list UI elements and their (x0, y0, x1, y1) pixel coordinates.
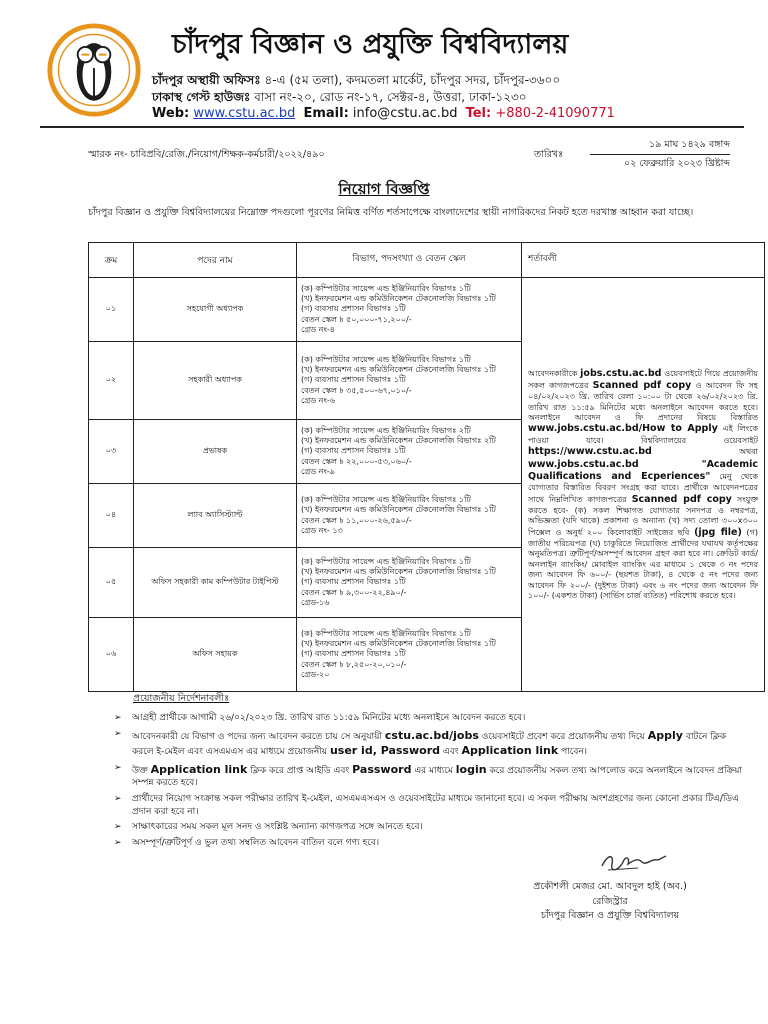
dept-line: গ্রেড-২০ (301, 669, 330, 679)
instruction-item (112, 712, 742, 725)
bullet-icon: ➢ (114, 822, 122, 833)
cond-text: সংযুক্ত করতে হবে- (ক) সকল শিক্ষাগত যোগ্যতার সনদপত্র ও নম্বরপত্র, অভিজ্ঞতা (যদি থাকে) প্রকাশনা ও অন্যান্য (খ) সদ্য তোলা ৩০০x৩০০ পিক্সেল ও অনুর্ধ ২০০ কিলোবাইট সাইজের ছবি (528, 494, 759, 537)
temp-office-address: ৪-এ (৫ম তলা), কদমতলা মার্কেট, চাঁদপুর সদর, চাঁদপুর-৩৬০০ (264, 73, 561, 87)
header-divider (40, 126, 744, 128)
instructions-title: প্রয়োজনীয় নির্দেশনাবলীঃ (133, 693, 230, 704)
row-dept-details (297, 278, 522, 342)
website-link[interactable]: www.cstu.ac.bd (193, 106, 296, 121)
dept-line: গ্রেড নং-৯ (301, 466, 335, 476)
row-serial: ০৪ (89, 484, 134, 548)
conditions-cell (522, 278, 765, 692)
email-link[interactable]: info@cstu.ac.bd (352, 106, 458, 121)
dept-line: গ্রেড নং-৪ (301, 324, 335, 334)
tel-number: +880-2-41090771 (495, 106, 615, 121)
contact-line (152, 106, 615, 121)
cond-text: ওয়েবসাইটে গিয়ে প্রয়োজনীয় সকল কাগজপত্রের (528, 368, 758, 390)
tel-label: Tel: (465, 106, 492, 121)
guest-house-label: ঢাকাস্থ গেস্ট হাউজঃ (152, 90, 251, 104)
row-serial: ০৫ (89, 548, 134, 618)
header-post: পদের নাম (134, 243, 297, 278)
instruction-text: ক্লিক করে প্রাপ্ত আইডি এবং (250, 765, 350, 776)
table-header-row (89, 243, 765, 278)
university-name: চাঁদপুর বিজ্ঞান ও প্রযুক্তি বিশ্ববিদ্যালয় (172, 29, 569, 60)
instruction-keyword: Password (352, 762, 412, 776)
instruction-item (112, 728, 742, 759)
dept-line: গ্রেড-১৬ (301, 597, 330, 607)
cond-jpg: (jpg file) (694, 526, 742, 538)
guest-house-address: বাসা নং-২০, রোড নং-১৭, সেক্টর-৪, উত্তরা, ঢাকা-১২৩০ (254, 90, 527, 104)
jobs-table-body (89, 278, 765, 692)
dept-line: (খ) ইনফরমেশন এন্ড কমিউনিকেশন টেকনোলজি বিভাগঃ ১টি (301, 365, 496, 375)
dept-line: (ক) কম্পিউটার সায়েন্স এন্ড ইঞ্জিনিয়ারিং বিভাগঃ ১টি (301, 556, 471, 566)
row-dept-details (297, 420, 522, 484)
signer-block (460, 880, 760, 924)
cond-text: ও আবেদন ফি সহ ০৪/০২/২০২৩ খ্রি. তারিখ বেলা ১০:০০ টা থেকে ২৬/০২/২০২৩ খ্রি. তারিখ রাত ১১:৫৯ মিনিটের মধ্যে অনলাইনে আবেদন করতে হবে। অনলাইনে আবেদন ও ফি প্রদানের বিষয়ে বিস্তারিত (528, 380, 758, 423)
row-serial: ০৬ (89, 618, 134, 692)
bullet-icon: ➢ (114, 837, 122, 848)
row-dept-details (297, 548, 522, 618)
table-row (89, 278, 765, 342)
dept-line: (খ) ইনফরমেশন এন্ড কমিউনিকেশন টেকনোলজি বিভাগঃ ২টি (301, 436, 496, 446)
email-label: Email: (303, 106, 349, 121)
instruction-item (112, 821, 742, 834)
instruction-keyword: Application link (150, 762, 248, 776)
instruction-text: এর মাধ্যমে (414, 765, 453, 776)
date-block (590, 138, 730, 172)
header-dept: বিভাগ, পদসংখ্যা ও বেতন স্কেল (297, 243, 522, 278)
row-dept-details (297, 618, 522, 692)
notice-intro: চাঁদপুর বিজ্ঞান ও প্রযুক্তি বিশ্ববিদ্যালয়ের নিম্নোক্ত পদগুলো পূরণের নিমিত্ত বর্ণিত শর্তসাপেক্ষে বাংলাদেশের স্থায়ী নাগরিকদের নিকট হতে দরখাস্ত আহ্বান করা যাচ্ছে। (88, 207, 694, 218)
instruction-text: করে প্রয়োজনীয় সকল তথ্য আপলোড করে অনলাইনে আবেদন প্রক্রিয়া সম্পন্ন করতে হবে। (132, 765, 743, 789)
row-dept-details (297, 484, 522, 548)
instruction-text: প্রার্থীদের নিয়োগ সংক্রান্ত সকল পরীক্ষার তারিখ ই-মেইল, এসএমএসএস ও ওয়েবসাইটের মাধ্যমে জানানো হবে। এ সকল পরীক্ষায় অংশগ্রহণের জন্য কোনো প্রকার টিএ/ডিএ প্রদান করা হবে না। (132, 793, 739, 817)
dept-line: (খ) ইনফরমেশন এন্ড কমিউনিকেশন টেকনোলজি বিভাগঃ ১টি (301, 639, 496, 649)
bullet-icon: ➢ (114, 762, 122, 773)
cond-text: অথবা (739, 447, 758, 457)
dept-line: (ক) কম্পিউটার সায়েন্স এন্ড ইঞ্জিনিয়ারিং বিভাগঃ ১টি (301, 628, 471, 638)
header-conditions: শর্তাবলী (522, 243, 765, 278)
dept-line: বেতন স্কেল ৳ ৩৫,৫০০-৬৭,০১০/- (301, 385, 412, 395)
row-post-name: অফিস সহায়ক (134, 618, 297, 692)
instruction-text: আবেদনকারী যে বিভাগ ও পদের জন্য আবেদন করতে চায় সে অনুযায়ী (132, 731, 383, 742)
instructions-list (112, 712, 742, 852)
row-post-name: অফিস সহকারী কাম কম্পিউটার টাইপিস্ট (134, 548, 297, 618)
cond-text: আবেদনকারীকে (528, 368, 578, 378)
row-post-name: ল্যাব অ্যাসিস্ট্যান্ট (134, 484, 297, 548)
date-label: তারিখঃ (534, 149, 564, 160)
header-sl: ক্রম (89, 243, 134, 278)
instruction-text: বাটনে ক্লিক করলে ই-মেইল এবং এসএমএস এর মাধ্যমে প্রয়োজনীয় (132, 731, 727, 758)
cond-text: মেনু থেকে যোগ্যতার বিস্তারিত বিবরণ সংগ্রহ করা যাবে। প্রার্থীকে আবেদনপত্রের সাথে নিম্নলিখিত কাগজপত্রের (528, 471, 758, 504)
dept-line: গ্রেড নং-৬ (301, 395, 335, 405)
instruction-text: এবং (442, 747, 459, 758)
dept-line: (ক) কম্পিউটার সায়েন্স এন্ড ইঞ্জিনিয়ারিং বিভাগঃ ১টি (301, 354, 471, 364)
instruction-text: উক্ত (132, 765, 148, 776)
cond-scanned: Scanned pdf copy (631, 493, 732, 505)
dept-line: বেতন স্কেল ৳ ৮,২৫০-২০,০১০/- (301, 659, 407, 669)
row-serial: ০২ (89, 342, 134, 420)
dept-line: (খ) ইনফরমেশন এন্ড কমিউনিকেশন টেকনোলজি বিভাগঃ ১টি (301, 567, 496, 577)
instruction-text: পাবেন। (561, 747, 587, 758)
cond-site-link[interactable]: jobs.cstu.ac.bd (580, 367, 662, 379)
cond-text: এই লিংকে পাওয়া যাবে। বিশ্ববিদ্যালয়ের ওয়েবসাইট (528, 424, 759, 445)
row-post-name: সহকারী অধ্যাপক (134, 342, 297, 420)
instruction-keyword: Apply (647, 728, 683, 742)
bullet-icon: ➢ (114, 713, 122, 723)
row-post-name: প্রভাষক (134, 420, 297, 484)
dept-line: বেতন স্কেল ৳ ১১,০০০-২৬,৫৯০/- (301, 515, 412, 525)
instruction-text: আগ্রহী প্রার্থীকে আগামী ২৬/০২/২০২৩ খ্রি. তারিখ রাত ১১:৫৯ মিনিটের মধ্যে অনলাইনে আবেদন করতে হবে। (132, 713, 526, 723)
signature-image (598, 848, 668, 876)
temp-office-label: চাঁদপুর অস্থায়ী অফিসঃ (152, 73, 261, 87)
signer-org: চাঁদপুর বিজ্ঞান ও প্রযুক্তি বিশ্ববিদ্যালয় (540, 910, 680, 922)
instruction-keyword: cstu.ac.bd/jobs (384, 728, 479, 742)
dept-line: (গ) ব্যবসায় প্রশাসন বিভাগঃ ১টি (301, 649, 406, 659)
date-english: ০২ ফেব্রুয়ারি ২০২৩ খ্রিষ্টাব্দ (623, 158, 730, 169)
date-bangla: ১৯ মাঘ ১৪২৯ বঙ্গাব্দ (590, 138, 730, 155)
row-serial: ০৩ (89, 420, 134, 484)
cond-website-link[interactable]: https://www.cstu.ac.bd (528, 446, 652, 458)
instruction-text: অসম্পূর্ণ/ত্রুটিপূর্ণ ও ভুল তথ্য সম্বলিত আবেদন বাতিল বলে গণ্য হবে। (132, 837, 380, 848)
cond-howto-link[interactable]: www.jobs.cstu.ac.bd/How to Apply (528, 423, 718, 435)
cond-text: (গ) জাতীয় পরিচয়পত্র (ঘ) চাকুরিতে নিয়োজিত প্রার্থীদের যথাযথ কর্তৃপক্ষের অনুমতিপত্র। ত্রুটিপূর্ণ/অসম্পূর্ণ আবেদন গ্রহণ করা হবে না। ক্রেডিট কার্ড/অনলাইন ব্যাংকিং/ মোবাইল ব্যাংকিং এর মাধ্যমে ১ থেকে ৩ নং পদের জন্য আবেদন ফি ৬০০/- (ছয়শত টাকা), ৪ থেকে ৫ নং পদের জন্য আবেদন ফি ২০০/- (দুইশত টাকা) এবং ৬ নং পদের জন্য আবেদন ফি ১০০/- (একশত টাকা) (সার্ভিস চার্জ ব্যতিত) পরিশোধ করতে হবে। (528, 527, 758, 601)
dept-line: (ক) কম্পিউটার সায়েন্স এন্ড ইঞ্জিনিয়ারিং বিভাগঃ ১টি (301, 283, 471, 293)
instruction-keyword: Application link (461, 744, 559, 758)
signer-name: প্রকৌশলী মেজর মো. আবদুল হাই (অব.) (533, 881, 687, 892)
bullet-icon: ➢ (114, 793, 122, 804)
dept-line: (গ) ব্যবসায় প্রশাসন বিভাগঃ ১টি (301, 446, 406, 456)
dept-line: (গ) ব্যবসায় প্রশাসন বিভাগঃ ১টি (301, 304, 406, 314)
instruction-keyword: login (455, 762, 487, 776)
dept-line: (খ) ইনফরমেশন এন্ড কমিউনিকেশন টেকনোলজি বিভাগঃ ১টি (301, 505, 496, 515)
cond-qualification-link[interactable]: www.jobs.cstu.ac.bd "Academic Qualifications and Ecperiences" (528, 458, 758, 482)
dept-line: বেতন স্কেল ৳ ৫০,০০০-৭১,২০০/- (301, 314, 412, 324)
instruction-item (112, 762, 742, 790)
dept-line: বেতন স্কেল ৳ ২২,০০০-৫৩,০৬০/- (301, 456, 412, 466)
bullet-icon: ➢ (114, 728, 122, 739)
notice-title: নিয়োগ বিজ্ঞপ্তি (338, 180, 430, 198)
dept-line: গ্রেড নং- ১৩ (301, 525, 343, 535)
memo-number: স্মারক নং- চাবিপ্রবি/রেজি./নিয়োগ/শিক্ষক-কর্মচারী/২০২২/৪৯০ (88, 149, 325, 160)
instruction-keyword: user id, Password (329, 744, 441, 758)
cond-scanned: Scanned pdf copy (592, 379, 692, 391)
dept-line: (গ) ব্যবসায় প্রশাসন বিভাগঃ ১টি (301, 577, 406, 587)
dept-line: (গ) ব্যবসায় প্রশাসন বিভাগঃ ১টি (301, 375, 406, 385)
instruction-text: সাক্ষাৎকারের সময় সকল মূল সনদ ও সংশ্লিষ্ট অন্যান্য কাগজপত্র সঙ্গে আনতে হবে। (132, 822, 423, 833)
instruction-text: ওয়েবসাইটে প্রবেশ করে প্রয়োজনীয় তথ্য দিয়ে (481, 731, 645, 742)
row-serial: ০১ (89, 278, 134, 342)
web-label: Web: (152, 106, 190, 121)
dept-line: বেতন স্কেল ৳ ৯,৩০০-২২,৪৯০/- (301, 587, 407, 597)
dept-line: (খ) ইনফরমেশন এন্ড কমিউনিকেশন টেকনোলজি বিভাগঃ ১টি (301, 294, 496, 304)
jobs-table (88, 242, 765, 692)
row-dept-details (297, 342, 522, 420)
university-logo (46, 22, 142, 118)
row-post-name: সহযোগী অধ্যাপক (134, 278, 297, 342)
instruction-item (112, 793, 742, 818)
dept-line: (ক) কম্পিউটার সায়েন্স এন্ড ইঞ্জিনিয়ারিং বিভাগঃ ২টি (301, 425, 471, 435)
dept-line: (ক) কম্পিউটার সায়েন্স এন্ড ইঞ্জিনিয়ারিং বিভাগঃ ১টি (301, 495, 471, 505)
signer-title: রেজিস্ট্রার (592, 895, 628, 907)
